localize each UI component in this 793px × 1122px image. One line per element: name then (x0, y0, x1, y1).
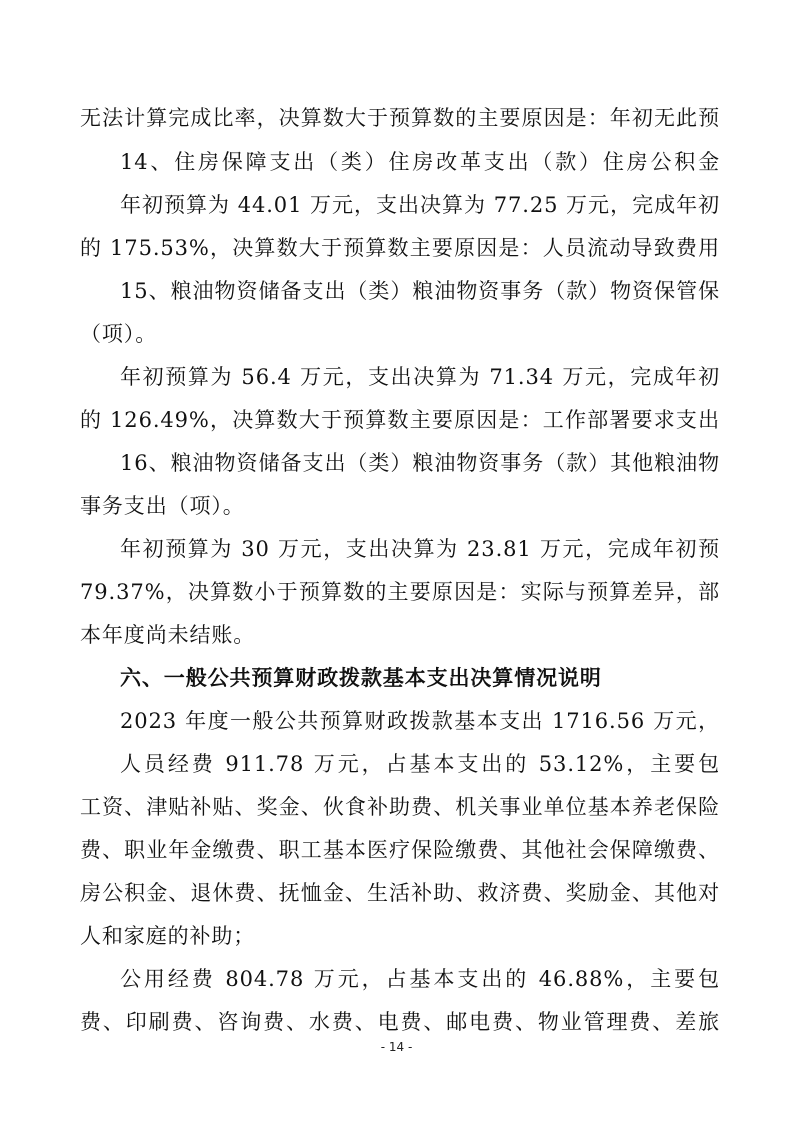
paragraph-line: 14、住房保障支出（类）住房改革支出（款）住房公积金 (120, 150, 720, 174)
paragraph-line: 无法计算完成比率，决算数大于预算数的主要原因是：年初无此预 (80, 106, 720, 130)
paragraph-line: 年初预算为 30 万元，支出决算为 23.81 万元，完成年初预 (120, 537, 720, 561)
paragraph-line: 事务支出（项）。 (80, 494, 245, 518)
paragraph-line: 工资、津贴补贴、奖金、伙食补助费、机关事业单位基本养老保险 (80, 795, 720, 819)
paragraph-line: 本年度尚未结账。 (80, 623, 256, 647)
paragraph-line: 的 175.53%，决算数大于预算数主要原因是：人员流动导致费用 (80, 236, 720, 260)
paragraph-line: 公用经费 804.78 万元，占基本支出的 46.88%，主要包 (120, 967, 720, 991)
paragraph-line: 79.37%，决算数小于预算数的主要原因是：实际与预算差异，部 (80, 580, 720, 604)
paragraph-line: 费、职业年金缴费、职工基本医疗保险缴费、其他社会保障缴费、 (80, 838, 720, 862)
paragraph-line: 房公积金、退休费、抚恤金、生活补助、救济费、奖励金、其他对 (80, 881, 720, 905)
page-number: - 14 - (380, 1040, 413, 1054)
paragraph-line: 年初预算为 56.4 万元，支出决算为 71.34 万元，完成年初 (120, 365, 720, 389)
paragraph-line: （项）。 (80, 322, 158, 346)
paragraph-line: 15、粮油物资储备支出（类）粮油物资事务（款）物资保管保 (120, 279, 720, 303)
paragraph-line: 人员经费 911.78 万元，占基本支出的 53.12%，主要包 (120, 752, 720, 776)
paragraph-line: 2023 年度一般公共预算财政拨款基本支出 1716.56 万元， (120, 709, 720, 733)
paragraph-line: 费、印刷费、咨询费、水费、电费、邮电费、物业管理费、差旅 (80, 1010, 720, 1034)
paragraph-line: 年初预算为 44.01 万元，支出决算为 77.25 万元，完成年初 (120, 193, 720, 217)
paragraph-line: 的 126.49%，决算数大于预算数主要原因是：工作部署要求支出 (80, 408, 720, 432)
section-heading: 六、一般公共预算财政拨款基本支出决算情况说明 (120, 666, 602, 690)
paragraph-line: 16、粮油物资储备支出（类）粮油物资事务（款）其他粮油物 (120, 451, 720, 475)
paragraph-line: 人和家庭的补助； (80, 924, 256, 948)
